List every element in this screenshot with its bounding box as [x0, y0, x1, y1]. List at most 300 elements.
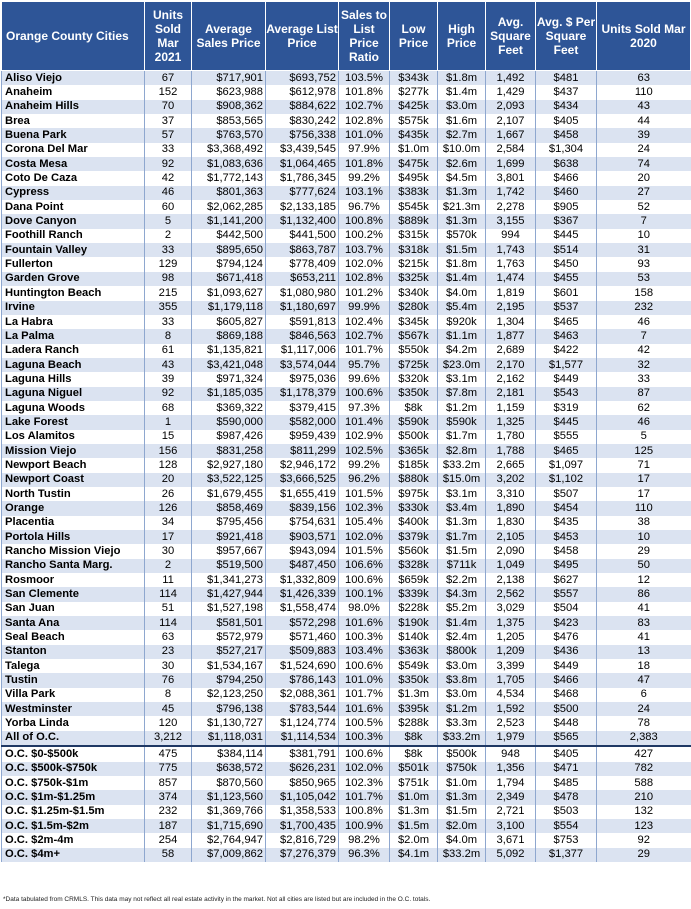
cell-ratio: 97.3% [339, 401, 390, 415]
cell-ratio: 102.8% [339, 272, 390, 286]
cell-price-per-sqft: $554 [536, 819, 597, 833]
cell-avg-sales-price: $1,130,727 [192, 716, 266, 730]
cell-avg-sqft: 1,788 [486, 444, 536, 458]
cell-avg-sales-price: $623,988 [192, 85, 266, 99]
cell-avg-sales-price: $895,650 [192, 243, 266, 257]
cell-avg-list-price: $1,655,419 [266, 487, 339, 501]
cell-city: Laguna Woods [2, 401, 145, 415]
cell-low-price: $659k [390, 573, 438, 587]
cell-ratio: 101.8% [339, 157, 390, 171]
cell-avg-sqft: 1,049 [486, 559, 536, 573]
cell-units-2021: 30 [145, 544, 192, 558]
cell-units-2020: 46 [597, 415, 691, 429]
table-row [2, 487, 691, 501]
cell-avg-sqft: 2,721 [486, 805, 536, 819]
cell-low-price: $8k [390, 401, 438, 415]
cell-high-price: $2.4m [438, 630, 486, 644]
cell-low-price: $277k [390, 85, 438, 99]
cell-high-price: $1.6m [438, 114, 486, 128]
cell-low-price: $475k [390, 157, 438, 171]
cell-city: Huntington Beach [2, 286, 145, 300]
cell-units-2020: 92 [597, 833, 691, 847]
cell-avg-sales-price: $908,362 [192, 100, 266, 114]
cell-high-price: $1.1m [438, 329, 486, 343]
footnote: *Data tabulated from CRMLS. This data may not reflect all real estate activity in the market. Not all cities are listed but are included in the O.C. totals. [3, 896, 431, 903]
cell-units-2021: 374 [145, 790, 192, 804]
cell-units-2020: 74 [597, 157, 691, 171]
header-avg-sales-price: Average Sales Price [192, 2, 266, 71]
cell-avg-sqft: 1,492 [486, 71, 536, 86]
cell-avg-list-price: $850,965 [266, 776, 339, 790]
cell-city: Mission Viejo [2, 444, 145, 458]
cell-units-2020: 32 [597, 358, 691, 372]
cell-city: Santa Ana [2, 616, 145, 630]
cell-avg-sales-price: $590,000 [192, 415, 266, 429]
table-row [2, 587, 691, 601]
cell-avg-list-price: $943,094 [266, 544, 339, 558]
cell-avg-list-price: $3,574,044 [266, 358, 339, 372]
cell-high-price: $21.3m [438, 200, 486, 214]
table-row [2, 157, 691, 171]
cell-avg-sqft: 1,979 [486, 731, 536, 746]
cell-ratio: 101.4% [339, 415, 390, 429]
cell-city: O.C. $500k-$750k [2, 762, 145, 776]
table-row [2, 430, 691, 444]
table-row [2, 186, 691, 200]
cell-avg-sales-price: $869,188 [192, 329, 266, 343]
cell-avg-sqft: 3,671 [486, 833, 536, 847]
cell-low-price: $500k [390, 430, 438, 444]
cell-units-2021: 34 [145, 516, 192, 530]
cell-price-per-sqft: $565 [536, 731, 597, 746]
cell-avg-sales-price: $2,764,947 [192, 833, 266, 847]
cell-avg-sales-price: $519,500 [192, 559, 266, 573]
cell-units-2020: 41 [597, 602, 691, 616]
cell-units-2021: 70 [145, 100, 192, 114]
cell-avg-sales-price: $794,124 [192, 257, 266, 271]
cell-avg-list-price: $811,299 [266, 444, 339, 458]
cell-avg-list-price: $1,178,379 [266, 387, 339, 401]
table-row [2, 171, 691, 185]
cell-units-2020: 10 [597, 229, 691, 243]
cell-price-per-sqft: $449 [536, 659, 597, 673]
cell-ratio: 102.3% [339, 776, 390, 790]
cell-avg-sales-price: $638,572 [192, 762, 266, 776]
cell-city: Rancho Mission Viejo [2, 544, 145, 558]
cell-high-price: $1.7m [438, 430, 486, 444]
cell-units-2020: 110 [597, 501, 691, 515]
table-row [2, 659, 691, 673]
cell-units-2020: 33 [597, 372, 691, 386]
cell-avg-sales-price: $2,123,250 [192, 688, 266, 702]
cell-units-2021: 76 [145, 673, 192, 687]
cell-avg-sales-price: $3,368,492 [192, 143, 266, 157]
table-row [2, 702, 691, 716]
cell-units-2021: 46 [145, 186, 192, 200]
cell-ratio: 100.5% [339, 716, 390, 730]
cell-price-per-sqft: $454 [536, 501, 597, 515]
cell-units-2020: 6 [597, 688, 691, 702]
cell-ratio: 101.5% [339, 544, 390, 558]
cell-ratio: 103.4% [339, 645, 390, 659]
cell-units-2020: 17 [597, 487, 691, 501]
cell-avg-sqft: 1,763 [486, 257, 536, 271]
cell-avg-list-price: $1,786,345 [266, 171, 339, 185]
cell-ratio: 100.6% [339, 387, 390, 401]
cell-avg-sales-price: $763,570 [192, 128, 266, 142]
cell-low-price: $365k [390, 444, 438, 458]
cell-avg-list-price: $1,080,980 [266, 286, 339, 300]
cell-avg-sqft: 1,429 [486, 85, 536, 99]
cell-price-per-sqft: $537 [536, 301, 597, 315]
cell-city: Dana Point [2, 200, 145, 214]
cell-city: Talega [2, 659, 145, 673]
table-row [2, 559, 691, 573]
cell-units-2021: 43 [145, 358, 192, 372]
cell-city: Coto De Caza [2, 171, 145, 185]
cell-city: Villa Park [2, 688, 145, 702]
cell-price-per-sqft: $422 [536, 344, 597, 358]
cell-units-2021: 58 [145, 848, 192, 862]
cell-high-price: $33.2m [438, 848, 486, 862]
cell-avg-sqft: 2,090 [486, 544, 536, 558]
cell-avg-sales-price: $2,062,285 [192, 200, 266, 214]
cell-avg-sales-price: $858,469 [192, 501, 266, 515]
cell-ratio: 102.4% [339, 315, 390, 329]
table-row [2, 272, 691, 286]
cell-low-price: $725k [390, 358, 438, 372]
cell-city: O.C. $750k-$1m [2, 776, 145, 790]
header-units-sold-2021: Units Sold Mar 2021 [145, 2, 192, 71]
cell-avg-sales-price: $1,135,821 [192, 344, 266, 358]
cell-low-price: $350k [390, 673, 438, 687]
cell-high-price: $2.0m [438, 819, 486, 833]
cell-low-price: $395k [390, 702, 438, 716]
cell-city: San Clemente [2, 587, 145, 601]
cell-units-2021: 215 [145, 286, 192, 300]
cell-ratio: 100.2% [339, 229, 390, 243]
cell-ratio: 102.5% [339, 444, 390, 458]
cell-price-per-sqft: $453 [536, 530, 597, 544]
cell-city: La Palma [2, 329, 145, 343]
cell-city: Lake Forest [2, 415, 145, 429]
cell-avg-sqft: 2,562 [486, 587, 536, 601]
cell-avg-list-price: $571,460 [266, 630, 339, 644]
cell-high-price: $1.5m [438, 805, 486, 819]
cell-units-2021: 8 [145, 688, 192, 702]
cell-units-2020: 20 [597, 171, 691, 185]
cell-avg-list-price: $959,439 [266, 430, 339, 444]
cell-high-price: $2.7m [438, 128, 486, 142]
cell-avg-sqft: 1,474 [486, 272, 536, 286]
cell-ratio: 102.0% [339, 762, 390, 776]
cell-avg-sqft: 1,742 [486, 186, 536, 200]
cell-price-per-sqft: $445 [536, 415, 597, 429]
cell-price-per-sqft: $753 [536, 833, 597, 847]
cell-price-per-sqft: $1,304 [536, 143, 597, 157]
cell-ratio: 103.7% [339, 243, 390, 257]
cell-low-price: $383k [390, 186, 438, 200]
cell-low-price: $185k [390, 458, 438, 472]
cell-price-per-sqft: $555 [536, 430, 597, 444]
cell-avg-sqft: 1,743 [486, 243, 536, 257]
cell-low-price: $363k [390, 645, 438, 659]
cell-avg-list-price: $1,180,697 [266, 301, 339, 315]
cell-units-2020: 10 [597, 530, 691, 544]
cell-price-per-sqft: $423 [536, 616, 597, 630]
cell-ratio: 100.3% [339, 630, 390, 644]
cell-high-price: $7.8m [438, 387, 486, 401]
cell-units-2020: 47 [597, 673, 691, 687]
cell-low-price: $350k [390, 387, 438, 401]
cell-units-2020: 24 [597, 143, 691, 157]
cell-avg-sqft: 4,534 [486, 688, 536, 702]
cell-city: San Juan [2, 602, 145, 616]
cell-ratio: 105.4% [339, 516, 390, 530]
cell-high-price: $33.2m [438, 731, 486, 746]
cell-avg-list-price: $754,631 [266, 516, 339, 530]
cell-avg-sqft: 2,138 [486, 573, 536, 587]
cell-ratio: 96.2% [339, 473, 390, 487]
cell-price-per-sqft: $503 [536, 805, 597, 819]
table-row [2, 415, 691, 429]
cell-price-per-sqft: $448 [536, 716, 597, 730]
cell-high-price: $3.4m [438, 501, 486, 515]
cell-units-2021: 42 [145, 171, 192, 185]
cell-units-2020: 29 [597, 848, 691, 862]
cell-low-price: $751k [390, 776, 438, 790]
cell-price-per-sqft: $436 [536, 645, 597, 659]
cell-high-price: $750k [438, 762, 486, 776]
cell-avg-sqft: 2,689 [486, 344, 536, 358]
cell-city: Newport Coast [2, 473, 145, 487]
cell-avg-list-price: $1,124,774 [266, 716, 339, 730]
cell-low-price: $975k [390, 487, 438, 501]
cell-avg-sqft: 994 [486, 229, 536, 243]
cell-high-price: $15.0m [438, 473, 486, 487]
cell-avg-sqft: 1,877 [486, 329, 536, 343]
cell-city: Laguna Niguel [2, 387, 145, 401]
cell-units-2021: 11 [145, 573, 192, 587]
cell-avg-sales-price: $527,217 [192, 645, 266, 659]
cell-city: Laguna Hills [2, 372, 145, 386]
cell-city: Rosmoor [2, 573, 145, 587]
table-row [2, 85, 691, 99]
cell-avg-sqft: 1,780 [486, 430, 536, 444]
cell-high-price: $10.0m [438, 143, 486, 157]
table-row [2, 257, 691, 271]
cell-price-per-sqft: $485 [536, 776, 597, 790]
cell-high-price: $3.3m [438, 716, 486, 730]
table-row [2, 458, 691, 472]
header-high-price: High Price [438, 2, 486, 71]
cell-avg-sqft: 1,890 [486, 501, 536, 515]
cell-units-2021: 33 [145, 243, 192, 257]
cell-price-per-sqft: $450 [536, 257, 597, 271]
cell-units-2021: 2 [145, 229, 192, 243]
cell-avg-sqft: 2,195 [486, 301, 536, 315]
cell-high-price: $1.2m [438, 702, 486, 716]
table-row [2, 805, 691, 819]
cell-avg-list-price: $846,563 [266, 329, 339, 343]
cell-avg-sales-price: $3,522,125 [192, 473, 266, 487]
cell-ratio: 101.6% [339, 702, 390, 716]
cell-price-per-sqft: $504 [536, 602, 597, 616]
cell-avg-list-price: $487,450 [266, 559, 339, 573]
cell-price-per-sqft: $543 [536, 387, 597, 401]
cell-low-price: $339k [390, 587, 438, 601]
cell-high-price: $1.5m [438, 243, 486, 257]
cell-high-price: $1.4m [438, 272, 486, 286]
cell-avg-sales-price: $1,427,944 [192, 587, 266, 601]
table-row [2, 401, 691, 415]
cell-avg-sales-price: $384,114 [192, 746, 266, 761]
cell-low-price: $280k [390, 301, 438, 315]
cell-units-2020: 210 [597, 790, 691, 804]
table-row [2, 358, 691, 372]
cell-city: Seal Beach [2, 630, 145, 644]
cell-city: North Tustin [2, 487, 145, 501]
cell-avg-list-price: $1,524,690 [266, 659, 339, 673]
cell-low-price: $140k [390, 630, 438, 644]
cell-avg-list-price: $903,571 [266, 530, 339, 544]
cell-price-per-sqft: $449 [536, 372, 597, 386]
cell-units-2020: 7 [597, 329, 691, 343]
cell-avg-list-price: $2,946,172 [266, 458, 339, 472]
table-row [2, 100, 691, 114]
cell-high-price: $1.8m [438, 257, 486, 271]
cell-avg-sqft: 1,205 [486, 630, 536, 644]
cell-avg-sales-price: $7,009,862 [192, 848, 266, 862]
cell-avg-list-price: $786,143 [266, 673, 339, 687]
cell-avg-list-price: $1,700,435 [266, 819, 339, 833]
table-row [2, 645, 691, 659]
cell-avg-list-price: $839,156 [266, 501, 339, 515]
cell-high-price: $1.3m [438, 186, 486, 200]
cell-high-price: $4.5m [438, 171, 486, 185]
cell-low-price: $1.5m [390, 819, 438, 833]
cell-avg-list-price: $863,787 [266, 243, 339, 257]
cell-units-2021: 17 [145, 530, 192, 544]
cell-units-2020: 13 [597, 645, 691, 659]
cell-avg-sales-price: $442,500 [192, 229, 266, 243]
cell-low-price: $880k [390, 473, 438, 487]
cell-units-2020: 71 [597, 458, 691, 472]
cell-ratio: 101.7% [339, 688, 390, 702]
cell-high-price: $1.2m [438, 401, 486, 415]
table-row [2, 790, 691, 804]
cell-units-2020: 39 [597, 128, 691, 142]
cell-low-price: $545k [390, 200, 438, 214]
table-body [2, 71, 691, 862]
header-avg-price-per-sqft: Avg. $ Per Square Feet [536, 2, 597, 71]
cell-ratio: 100.6% [339, 746, 390, 761]
cell-avg-sqft: 1,304 [486, 315, 536, 329]
cell-ratio: 101.7% [339, 344, 390, 358]
cell-price-per-sqft: $1,097 [536, 458, 597, 472]
cell-avg-list-price: $381,791 [266, 746, 339, 761]
cell-avg-sales-price: $870,560 [192, 776, 266, 790]
cell-ratio: 99.2% [339, 458, 390, 472]
table-row [2, 848, 691, 862]
table-row [2, 71, 691, 86]
cell-avg-list-price: $2,816,729 [266, 833, 339, 847]
cell-city: La Habra [2, 315, 145, 329]
cell-low-price: $328k [390, 559, 438, 573]
cell-low-price: $575k [390, 114, 438, 128]
cell-units-2021: 30 [145, 659, 192, 673]
cell-avg-sqft: 1,592 [486, 702, 536, 716]
cell-units-2021: 187 [145, 819, 192, 833]
cell-avg-list-price: $1,358,533 [266, 805, 339, 819]
cell-avg-sqft: 3,801 [486, 171, 536, 185]
cell-price-per-sqft: $445 [536, 229, 597, 243]
cell-avg-sqft: 3,100 [486, 819, 536, 833]
cell-units-2020: 12 [597, 573, 691, 587]
cell-units-2021: 775 [145, 762, 192, 776]
cell-city: Anaheim Hills [2, 100, 145, 114]
cell-units-2021: 8 [145, 329, 192, 343]
cell-units-2021: 1 [145, 415, 192, 429]
cell-avg-list-price: $653,211 [266, 272, 339, 286]
cell-avg-sqft: 2,170 [486, 358, 536, 372]
cell-units-2021: 129 [145, 257, 192, 271]
cell-units-2021: 39 [145, 372, 192, 386]
cell-units-2021: 114 [145, 616, 192, 630]
cell-units-2020: 38 [597, 516, 691, 530]
cell-low-price: $1.3m [390, 805, 438, 819]
table-row [2, 544, 691, 558]
cell-avg-sqft: 3,029 [486, 602, 536, 616]
table-row [2, 602, 691, 616]
cell-low-price: $567k [390, 329, 438, 343]
table-row [2, 776, 691, 790]
cell-avg-sqft: 2,162 [486, 372, 536, 386]
cell-high-price: $5.4m [438, 301, 486, 315]
table-row [2, 688, 691, 702]
cell-avg-sqft: 2,181 [486, 387, 536, 401]
cell-avg-sales-price: $1,527,198 [192, 602, 266, 616]
cell-units-2020: 18 [597, 659, 691, 673]
cell-high-price: $4.2m [438, 344, 486, 358]
cell-avg-sqft: 1,325 [486, 415, 536, 429]
cell-units-2020: 44 [597, 114, 691, 128]
table-row [2, 372, 691, 386]
cell-units-2020: 52 [597, 200, 691, 214]
cell-avg-sqft: 2,523 [486, 716, 536, 730]
cell-ratio: 101.5% [339, 487, 390, 501]
cell-avg-sales-price: $795,456 [192, 516, 266, 530]
cell-high-price: $1.0m [438, 776, 486, 790]
cell-ratio: 100.6% [339, 659, 390, 673]
cell-avg-list-price: $626,231 [266, 762, 339, 776]
cell-avg-list-price: $612,978 [266, 85, 339, 99]
cell-avg-list-price: $975,036 [266, 372, 339, 386]
cell-city: O.C. $1.5m-$2m [2, 819, 145, 833]
cell-avg-sales-price: $971,324 [192, 372, 266, 386]
table-row [2, 286, 691, 300]
cell-units-2021: 33 [145, 143, 192, 157]
cell-price-per-sqft: $465 [536, 315, 597, 329]
cell-avg-sqft: 3,310 [486, 487, 536, 501]
cell-avg-list-price: $3,439,545 [266, 143, 339, 157]
cell-units-2020: 63 [597, 71, 691, 86]
table-row [2, 762, 691, 776]
cell-avg-list-price: $379,415 [266, 401, 339, 415]
cell-avg-sqft: 1,159 [486, 401, 536, 415]
cell-city: Anaheim [2, 85, 145, 99]
cell-avg-sales-price: $3,421,048 [192, 358, 266, 372]
